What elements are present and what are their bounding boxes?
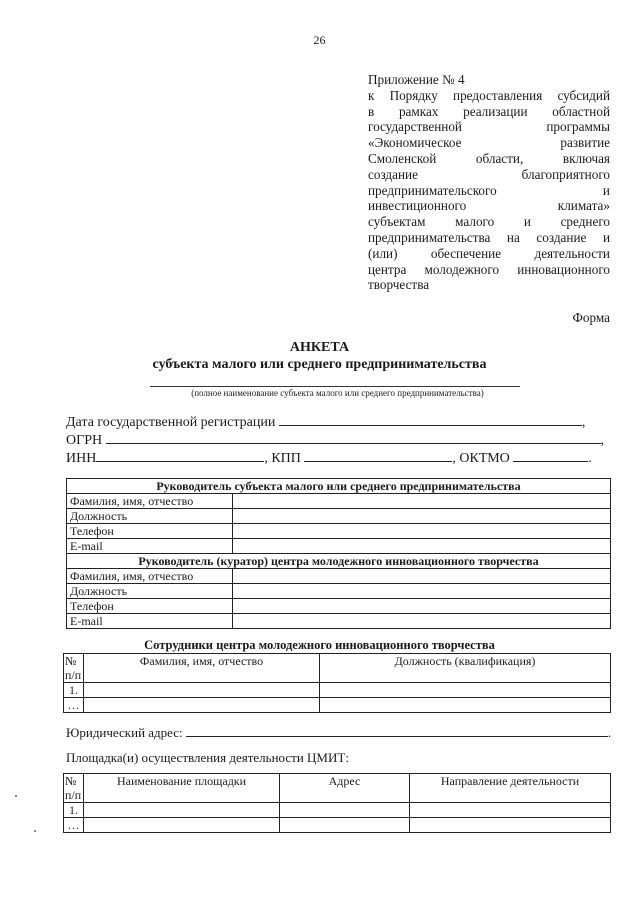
appendix-line: творчества	[368, 277, 430, 293]
dot: .	[607, 725, 612, 740]
inn-label: ИНН	[66, 451, 97, 466]
appendix-line: инвестиционного климата»	[368, 198, 610, 214]
head-section-header: Руководитель субъекта малого или среднего предпринимательства	[67, 479, 611, 494]
sites-row-num: 1.	[64, 803, 84, 818]
legal-address-input-line[interactable]	[186, 724, 608, 737]
appendix-line: Смоленской области, включая	[368, 150, 610, 166]
ogrn-input-line[interactable]	[106, 431, 601, 444]
appendix-line: «Экономическое развитие	[368, 135, 610, 151]
ogrn-field	[66, 431, 604, 449]
sites-label: Площадка(и) осуществления деятельности ЦМИТ:	[66, 750, 349, 765]
appendix-line: предпринимательства на создание и	[368, 229, 610, 245]
legal-address-label: Юридический адрес:	[66, 725, 183, 740]
leaders-table	[66, 478, 611, 629]
inn-input-line[interactable]	[96, 449, 264, 462]
sites-table	[63, 773, 611, 833]
head-phone-label: Телефон	[67, 524, 233, 539]
sites-row-address[interactable]	[280, 803, 410, 818]
curator-position-value[interactable]	[233, 584, 611, 599]
curator-phone-label: Телефон	[67, 599, 233, 614]
staff-row-fio[interactable]	[84, 698, 320, 713]
sites-col-num: № п/п	[64, 774, 84, 803]
oktmo-input-line[interactable]	[513, 449, 588, 462]
appendix-line: центра молодежного инновационного	[368, 261, 610, 277]
head-position-label: Должность	[67, 509, 233, 524]
curator-phone-value[interactable]	[233, 599, 611, 614]
dot: .	[588, 451, 592, 466]
sites-row-direction[interactable]	[410, 818, 611, 833]
sites-col-name: Наименование площадки	[84, 774, 280, 803]
form-label: Форма	[572, 310, 610, 325]
appendix-line: (или) обеспечение деятельности	[368, 245, 610, 261]
sites-row-address[interactable]	[280, 818, 410, 833]
staff-table-caption: Сотрудники центра молодежного инновационного творчества	[144, 638, 495, 652]
kpp-input-line[interactable]	[304, 449, 452, 462]
head-fio-value[interactable]	[233, 494, 611, 509]
staff-row-num: 1.	[64, 683, 84, 698]
reg-date-field	[66, 413, 585, 431]
reg-date-label: Дата государственной регистрации	[66, 415, 276, 430]
head-fio-label: Фамилия, имя, отчество	[67, 494, 233, 509]
staff-col-fio: Фамилия, имя, отчество	[84, 654, 320, 683]
staff-row-position[interactable]	[320, 683, 611, 698]
staff-col-num: № п/п	[64, 654, 84, 683]
document-title: АНКЕТА	[289, 340, 350, 355]
full-name-hint: (полное наименование субъекта малого или среднего предпринимательства)	[191, 388, 484, 398]
appendix-line: государственной программы	[368, 119, 610, 135]
curator-position-label: Должность	[67, 584, 233, 599]
head-email-label: E-mail	[67, 539, 233, 554]
sites-row-name[interactable]	[84, 818, 280, 833]
curator-fio-label: Фамилия, имя, отчество	[67, 569, 233, 584]
scan-speck	[34, 830, 36, 832]
appendix-line: к Порядку предоставления субсидий	[368, 87, 610, 103]
staff-table	[63, 653, 611, 713]
kpp-label: , КПП	[264, 451, 301, 466]
sites-row-direction[interactable]	[410, 803, 611, 818]
reg-date-input-line[interactable]	[279, 413, 582, 426]
staff-row-fio[interactable]	[84, 683, 320, 698]
document-subtitle: субъекта малого или среднего предпринимательства	[152, 357, 487, 372]
head-email-value[interactable]	[233, 539, 611, 554]
head-position-value[interactable]	[233, 509, 611, 524]
page-number: 26	[313, 33, 326, 47]
comma: ,	[581, 415, 586, 430]
curator-email-value[interactable]	[233, 614, 611, 629]
scan-speck	[15, 795, 17, 797]
comma: ,	[600, 433, 605, 448]
appendix-line: создание благоприятного	[368, 166, 610, 182]
sites-row-num: …	[64, 818, 84, 833]
inn-kpp-oktmo-field	[66, 449, 592, 467]
staff-row-num: …	[64, 698, 84, 713]
appendix-line: в рамках реализации областной	[368, 103, 610, 119]
staff-col-position: Должность (квалификация)	[320, 654, 611, 683]
staff-row-position[interactable]	[320, 698, 611, 713]
appendix-line: Приложение № 4	[368, 72, 465, 87]
full-name-line[interactable]	[150, 386, 520, 387]
appendix-reference	[368, 72, 610, 293]
curator-email-label: E-mail	[67, 614, 233, 629]
appendix-line: субъектам малого и среднего	[368, 214, 610, 230]
curator-section-header: Руководитель (куратор) центра молодежного инновационного творчества	[67, 554, 611, 569]
sites-col-address: Адрес	[280, 774, 410, 803]
ogrn-label: ОГРН	[66, 433, 103, 448]
head-phone-value[interactable]	[233, 524, 611, 539]
oktmo-label: , ОКТМО	[452, 451, 510, 466]
sites-row-name[interactable]	[84, 803, 280, 818]
curator-fio-value[interactable]	[233, 569, 611, 584]
legal-address-field	[66, 724, 611, 741]
sites-col-direction: Направление деятельности	[410, 774, 611, 803]
appendix-line: предпринимательского и	[368, 182, 610, 198]
